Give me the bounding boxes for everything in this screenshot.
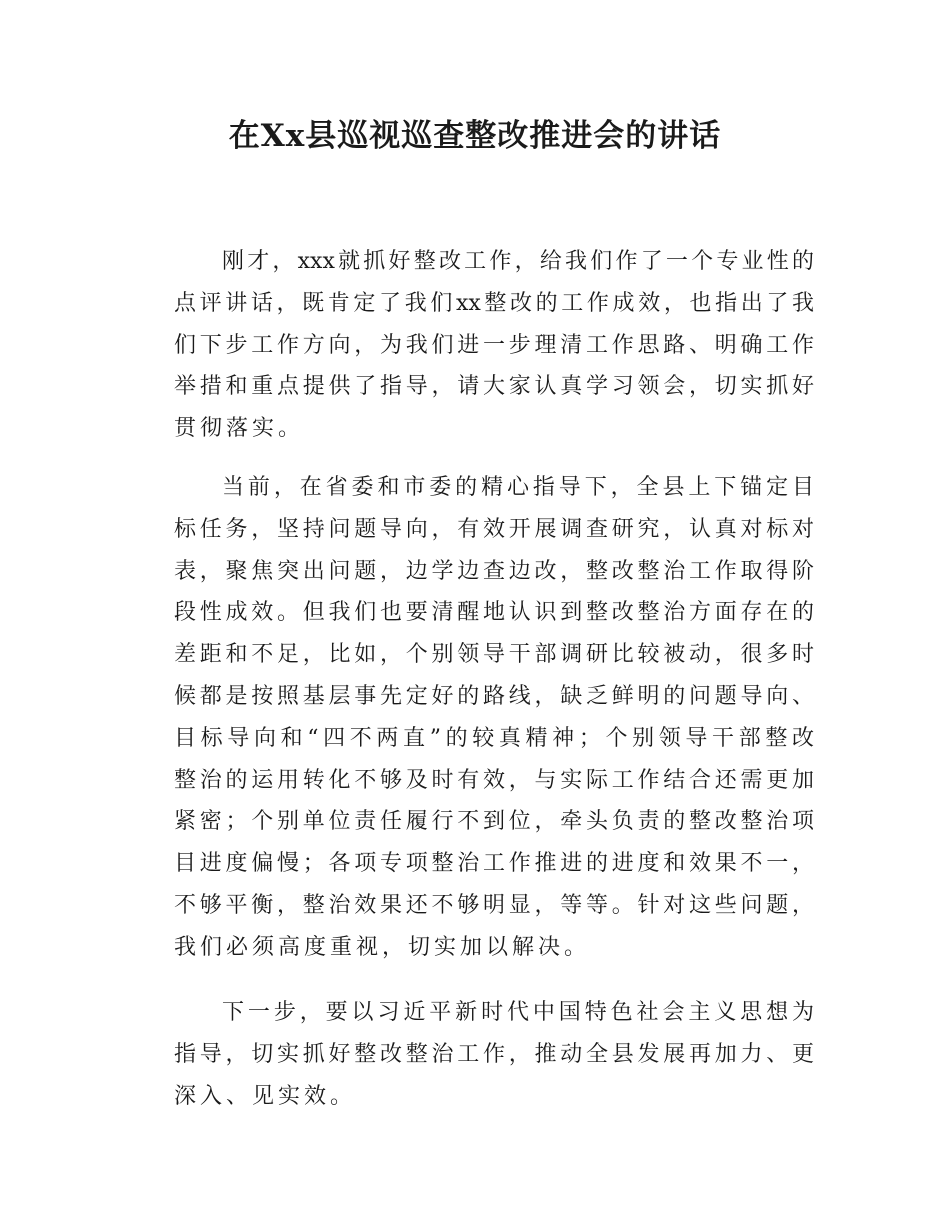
- text-line: 表，聚焦突出问题，边学边查边改，整改整治工作取得阶: [174, 558, 814, 584]
- text-line: 们下步工作方向，为我们进一步理清工作思路、明确工作: [174, 332, 814, 358]
- text-line: 刚才，xxx就抓好整改工作，给我们作了一个专业性的: [222, 249, 814, 274]
- text-line: 标任务，坚持问题导向，有效开展调查研究，认真对标对: [174, 516, 814, 542]
- text-line: 候都是按照基层事先定好的路线，缺乏鲜明的问题导向、: [174, 683, 814, 709]
- text-line: 段性成效。但我们也要清醒地认识到整改整治方面存在的: [174, 600, 814, 626]
- paragraph-1: [174, 241, 814, 450]
- text-line: 贯彻落实。: [174, 416, 305, 442]
- paragraph-3: [174, 992, 814, 1117]
- text-line: 差距和不足，比如，个别领导干部调研比较被动，很多时: [174, 642, 814, 668]
- text-line: 深入、见实效。: [174, 1083, 357, 1109]
- text-line: 目标导向和“四不两直”的较真精神；个别领导干部整改: [174, 725, 814, 751]
- text-line: 我们必须高度重视，切实加以解决。: [174, 934, 591, 960]
- text-line: 下一步，要以习近平新时代中国特色社会主义思想为: [222, 1000, 814, 1025]
- text-line: 指导，切实抓好整改整治工作，推动全县发展再加力、更: [174, 1041, 814, 1067]
- text-line: 紧密；个别单位责任履行不到位，牵头负责的整改整治项: [174, 809, 814, 835]
- document-title: 在Xx县巡视巡查整改推进会的讲话: [228, 118, 722, 154]
- text-line: 目进度偏慢；各项专项整治工作推进的进度和效果不一，: [174, 851, 814, 877]
- text-line: 当前，在省委和市委的精心指导下，全县上下锚定目: [222, 475, 814, 500]
- paragraph-2: [174, 467, 814, 969]
- text-line: 整治的运用转化不够及时有效，与实际工作结合还需更加: [174, 767, 814, 793]
- text-line: 点评讲话，既肯定了我们xx整改的工作成效，也指出了我: [174, 290, 814, 316]
- text-line: 举措和重点提供了指导，请大家认真学习领会，切实抓好: [174, 374, 814, 400]
- text-line: 不够平衡，整治效果还不够明显，等等。针对这些问题，: [174, 892, 814, 918]
